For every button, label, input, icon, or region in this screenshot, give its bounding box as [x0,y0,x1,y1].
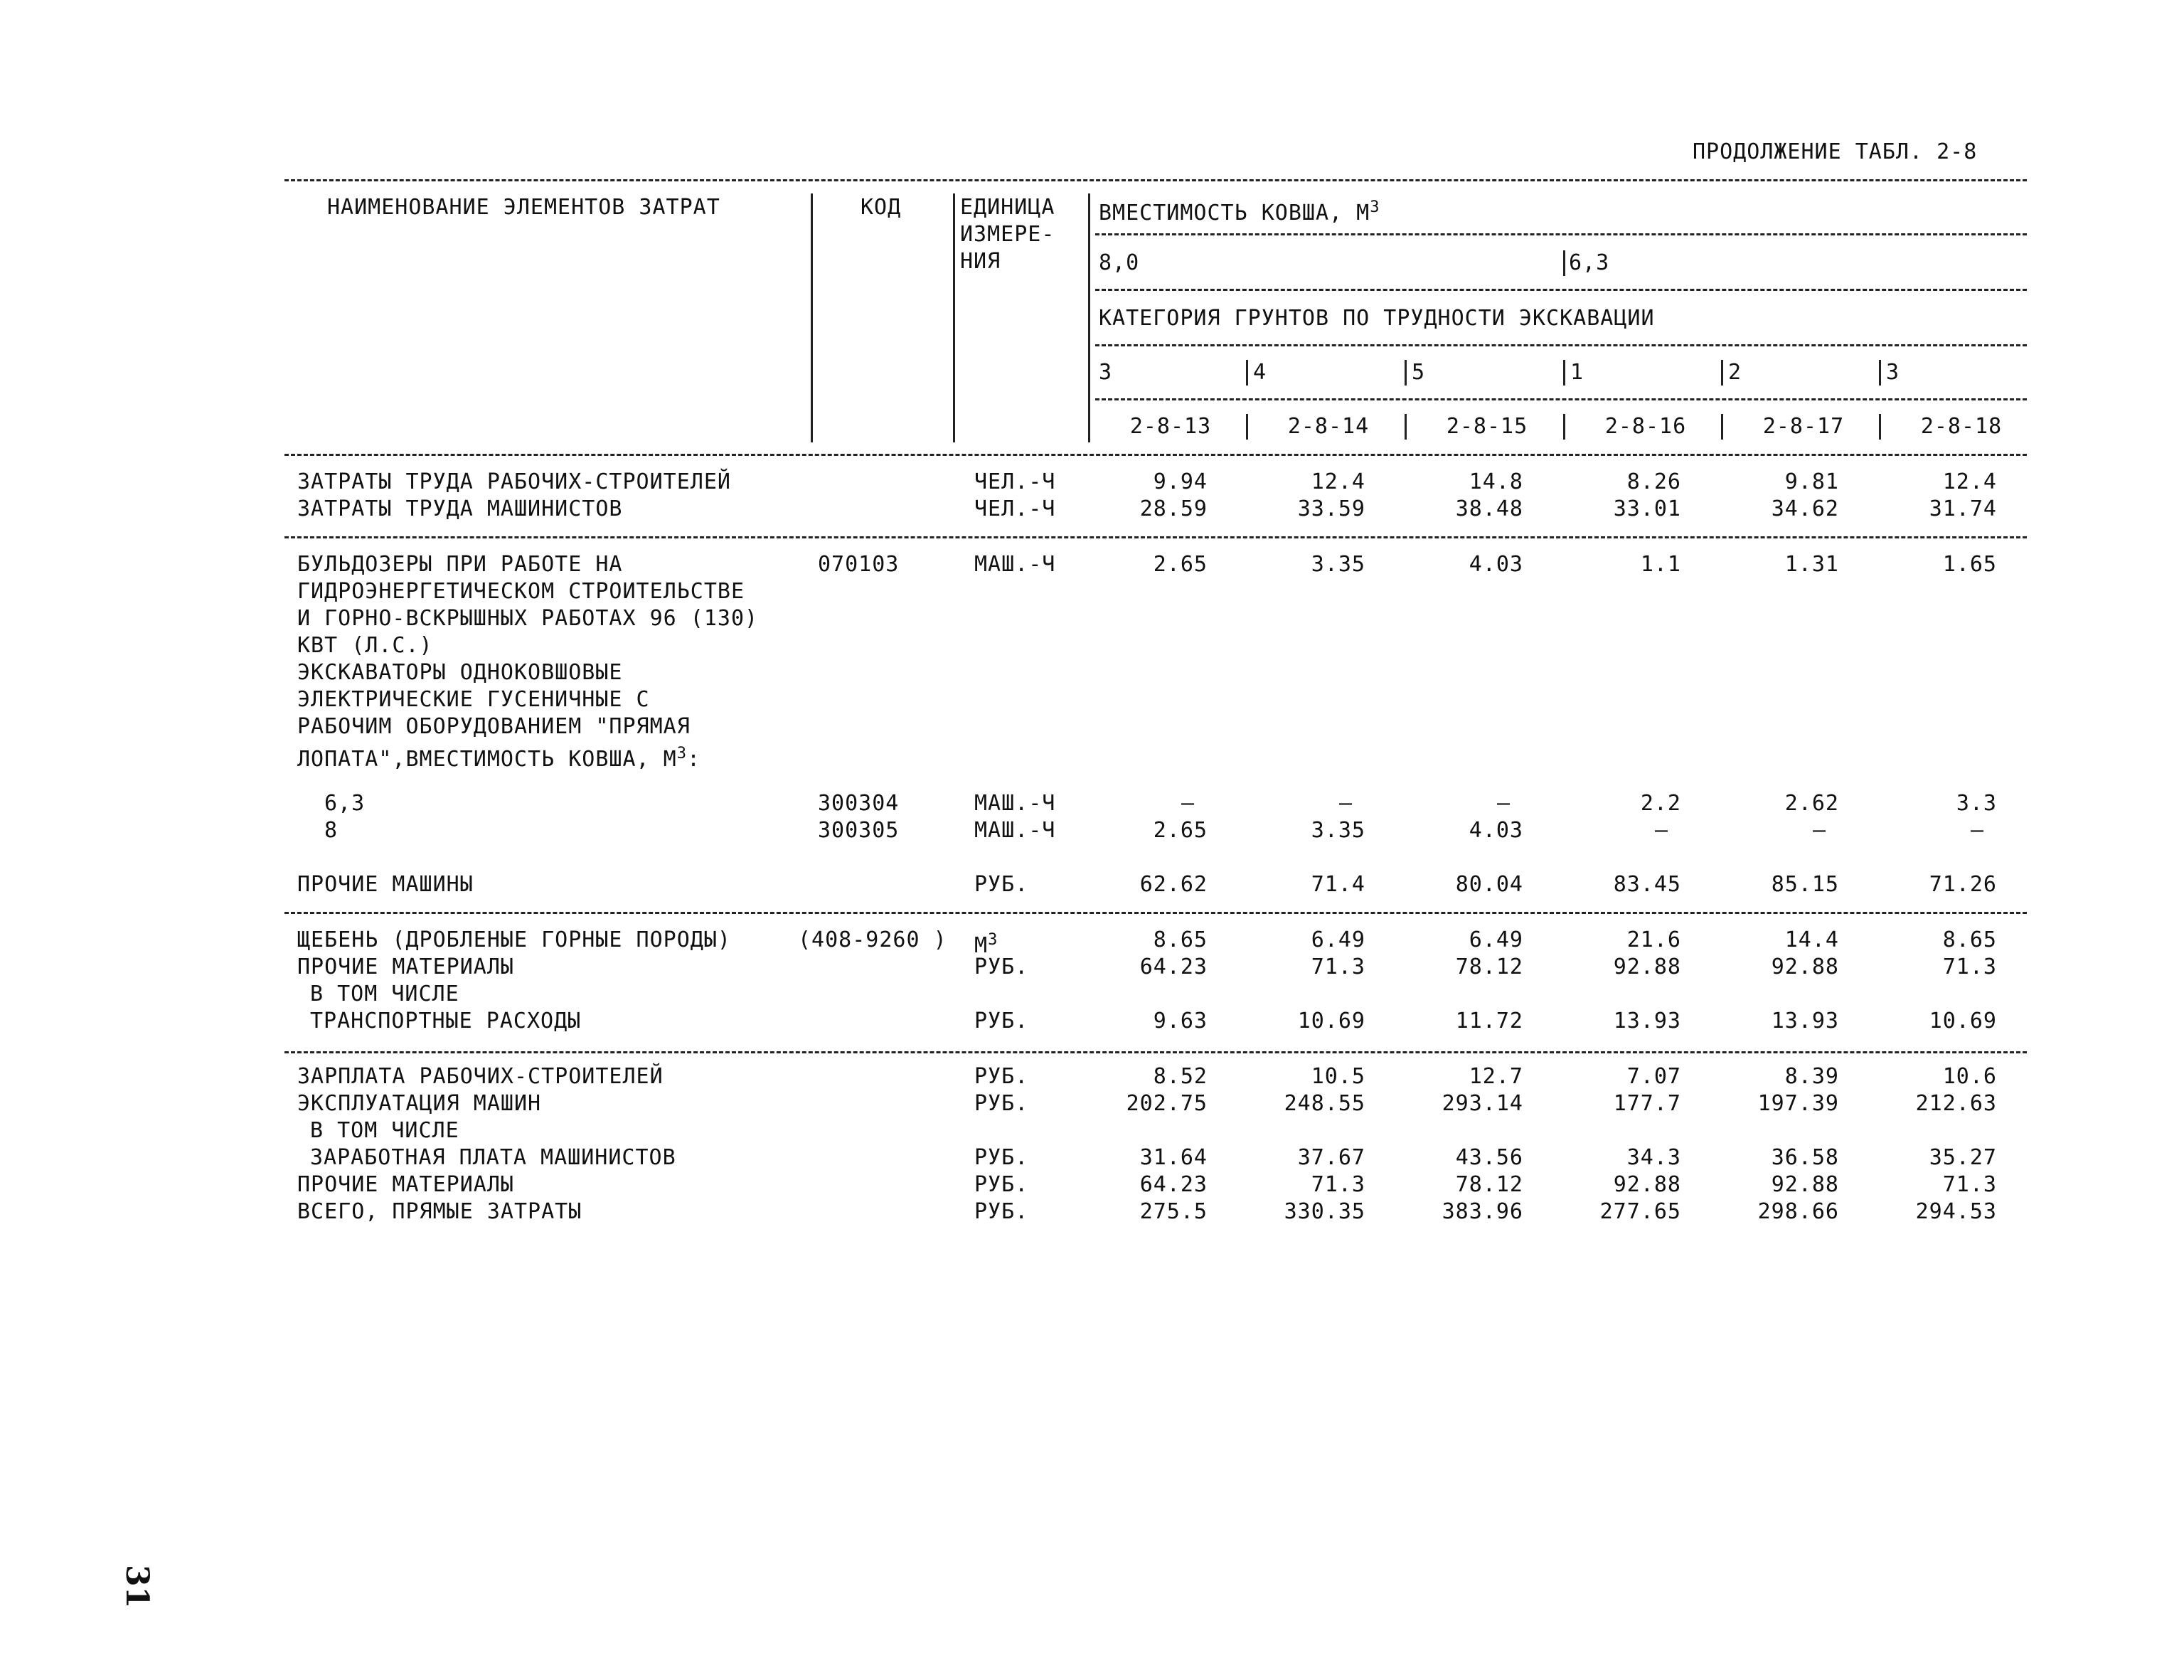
value-4: 277.65 [1599,1199,1681,1224]
row-name: 6,3 [324,791,366,816]
row-name: 8 [324,818,339,843]
vbar-c6 [1879,360,1881,386]
header-category: КАТЕГОРИЯ ГРУНТОВ ПО ТРУДНОСТИ ЭКСКАВАЦИИ [1099,306,1655,331]
row-unit: ЧЕЛ.-Ч [974,469,1056,494]
excavator-line-1: ЭКСКАВАТОРЫ ОДНОКОВШОВЫЕ [297,660,623,685]
value-5: 92.88 [1771,955,1839,979]
row-unit: РУБ. [974,1009,1029,1033]
value-6: 71.3 [1942,955,1997,979]
header-code: КОД [861,195,902,220]
value-6: 212.63 [1915,1091,1997,1116]
vbar-name [811,193,813,442]
vbar-k2 [1246,414,1248,440]
header-unit-2: ИЗМЕРЕ- [960,222,1055,247]
header-capacity: ВМЕСТИМОСТЬ КОВША, $М^3$ [1099,198,1380,225]
value-3: 78.12 [1455,1172,1523,1197]
vbar-unit [1088,193,1090,442]
value-5: 1.31 [1784,552,1839,577]
row-name: ПРОЧИЕ МАТЕРИАЛЫ [297,955,514,979]
row-unit: ЧЕЛ.-Ч [974,496,1056,521]
value-3: 4.03 [1469,552,1523,577]
value-4: 13.93 [1613,1009,1681,1033]
value-3: 38.48 [1455,496,1523,521]
value-2: 71.3 [1311,1172,1365,1197]
cat-1: 3 [1099,360,1113,385]
value-4: 92.88 [1613,1172,1681,1197]
rule-cap [1095,233,2027,235]
vbar-k3 [1405,414,1407,440]
value-6: 71.3 [1942,1172,1997,1197]
value-4: 33.01 [1613,496,1681,521]
value-1: 64.23 [1139,1172,1208,1197]
value-5: – [1812,818,1826,843]
value-1: 64.23 [1139,955,1208,979]
rule-cat [1095,344,2027,346]
value-1: 8.52 [1153,1064,1208,1089]
value-5: 8.39 [1784,1064,1839,1089]
value-1: 9.94 [1153,469,1208,494]
value-3: 4.03 [1469,818,1523,843]
excavator-line-3: РАБОЧИМ ОБОРУДОВАНИЕМ "ПРЯМАЯ [297,714,691,739]
value-1: 8.65 [1153,927,1208,952]
vbar-c2 [1246,360,1248,386]
vbar-k4 [1563,414,1565,440]
value-6: 10.69 [1929,1009,1997,1033]
value-1: 9.63 [1153,1009,1208,1033]
vbar-c5 [1721,360,1723,386]
excavator-line-4: ЛОПАТА",ВМЕСТИМОСТЬ КОВША, $М^3$: [297,745,701,772]
excavator-line-2: ЭЛЕКТРИЧЕСКИЕ ГУСЕНИЧНЫЕ С [297,687,650,712]
value-2: 71.4 [1311,872,1365,897]
including-label-2: В ТОМ ЧИСЛЕ [310,1118,459,1143]
code-2: 2-8-14 [1287,414,1370,439]
value-1: – [1181,791,1195,816]
value-6: 35.27 [1929,1145,1997,1170]
vbar-k1 [1088,414,1090,440]
value-3: 80.04 [1455,872,1523,897]
vbar-cap-b [1563,250,1565,276]
row-unit: РУБ. [974,1064,1029,1089]
value-6: 12.4 [1942,469,1997,494]
unit-superscript: 3 [988,931,998,949]
row-unit: МАШ.-Ч [974,818,1056,843]
value-5: 92.88 [1771,1172,1839,1197]
vbar-k5 [1721,414,1723,440]
value-6: 8.65 [1942,927,1997,952]
vbar-code [953,193,955,442]
value-4: 83.45 [1613,872,1681,897]
value-3: 6.49 [1469,927,1523,952]
row-unit: МАШ.-Ч [974,791,1056,816]
value-3: 11.72 [1455,1009,1523,1033]
value-5: 14.4 [1784,927,1839,952]
value-2: 3.35 [1311,552,1365,577]
row-unit: РУБ. [974,1091,1029,1116]
value-2: 3.35 [1311,818,1365,843]
vbar-c4 [1563,360,1565,386]
value-6: 10.6 [1942,1064,1997,1089]
cat-5: 2 [1728,360,1742,385]
rule-s2 [284,912,2027,914]
including-label: В ТОМ ЧИСЛЕ [310,982,459,1006]
value-4: 177.7 [1613,1091,1681,1116]
value-1: 2.65 [1153,818,1208,843]
row-unit: РУБ. [974,955,1029,979]
vbar-c3 [1405,360,1407,386]
code-6: 2-8-18 [1920,414,2003,439]
value-1: 202.75 [1126,1091,1208,1116]
rule-header-bottom [284,454,2027,456]
value-6: 1.65 [1942,552,1997,577]
row-unit: РУБ. [974,1199,1029,1224]
header-unit-3: НИЯ [960,249,1001,274]
cat-3: 5 [1412,360,1426,385]
value-6: 31.74 [1929,496,1997,521]
value-2: 12.4 [1311,469,1365,494]
value-5: 197.39 [1757,1091,1839,1116]
value-3: 383.96 [1442,1199,1523,1224]
value-2: 33.59 [1297,496,1365,521]
value-1: 31.64 [1139,1145,1208,1170]
vbar-k6 [1879,414,1881,440]
value-3: 78.12 [1455,955,1523,979]
value-4: 8.26 [1626,469,1681,494]
row-name: ТРАНСПОРТНЫЕ РАСХОДЫ [310,1009,582,1033]
value-4: 7.07 [1626,1064,1681,1089]
value-2: 71.3 [1311,955,1365,979]
rule-cap2 [1095,289,2027,291]
rule-cat2 [1095,398,2027,400]
row-code: 300304 [818,791,900,816]
cat-4: 1 [1570,360,1584,385]
value-4: 21.6 [1626,927,1681,952]
cat-6: 3 [1886,360,1900,385]
rule-s1 [284,536,2027,538]
value-5: 2.62 [1784,791,1839,816]
rule-s3 [284,1051,2027,1053]
value-2: 37.67 [1297,1145,1365,1170]
bulldozer-line-1: БУЛЬДОЗЕРЫ ПРИ РАБОТЕ НА [297,552,623,577]
row-unit: РУБ. [974,1172,1029,1197]
code-1: 2-8-13 [1129,414,1212,439]
row-unit: $М^3$ [974,931,998,958]
header-name: НАИМЕНОВАНИЕ ЭЛЕМЕНТОВ ЗАТРАТ [327,195,720,220]
row-name: ЩЕБЕНЬ (ДРОБЛЕНЫЕ ГОРНЫЕ ПОРОДЫ) [297,927,731,952]
value-2: 6.49 [1311,927,1365,952]
row-name: ЗАТРАТЫ ТРУДА МАШИНИСТОВ [297,496,623,521]
bulldozer-line-4: КВТ (Л.С.) [297,633,433,658]
value-5: 36.58 [1771,1145,1839,1170]
value-3: 43.56 [1455,1145,1523,1170]
value-5: 9.81 [1784,469,1839,494]
value-1: 28.59 [1139,496,1208,521]
value-2: – [1338,791,1353,816]
value-4: 92.88 [1613,955,1681,979]
header-unit-1: ЕДИНИЦА [960,195,1055,220]
value-2: 10.69 [1297,1009,1365,1033]
value-5: 13.93 [1771,1009,1839,1033]
value-2: 248.55 [1284,1091,1365,1116]
excavator-superscript: 3 [676,745,687,762]
row-name: ЭКСПЛУАТАЦИЯ МАШИН [297,1091,542,1116]
row-name: ЗАРАБОТНАЯ ПЛАТА МАШИНИСТОВ [310,1145,676,1170]
value-5: 34.62 [1771,496,1839,521]
value-1: 62.62 [1139,872,1208,897]
value-2: 10.5 [1311,1064,1365,1089]
capacity-superscript: 3 [1370,198,1380,216]
row-name: ЗАРПЛАТА РАБОЧИХ-СТРОИТЕЛЕЙ [297,1064,664,1089]
code-5: 2-8-17 [1762,414,1845,439]
value-5: 298.66 [1757,1199,1839,1224]
row-code: (408-9260 ) [798,927,947,952]
bulldozer-line-2: ГИДРОЭНЕРГЕТИЧЕСКОМ СТРОИТЕЛЬСТВЕ [297,579,745,604]
value-3: 12.7 [1469,1064,1523,1089]
row-name: ЗАТРАТЫ ТРУДА РАБОЧИХ-СТРОИТЕЛЕЙ [297,469,731,494]
row-name: ПРОЧИЕ МАТЕРИАЛЫ [297,1172,514,1197]
rule-top [284,179,2027,181]
value-3: 14.8 [1469,469,1523,494]
bulldozer-line-3: И ГОРНО-ВСКРЫШНЫХ РАБОТАХ 96 (130) [297,606,759,631]
page-number: 31 [119,1565,155,1609]
value-4: 2.2 [1640,791,1681,816]
value-1: 275.5 [1139,1199,1208,1224]
value-4: 34.3 [1626,1145,1681,1170]
code-4: 2-8-16 [1604,414,1687,439]
row-unit: РУБ. [974,872,1029,897]
header-cap-b: 6,3 [1569,250,1610,275]
code-3: 2-8-15 [1446,414,1528,439]
value-5: 85.15 [1771,872,1839,897]
continuation-title: ПРОДОЛЖЕНИЕ ТАБЛ. 2-8 [1693,139,1978,164]
value-3: – [1496,791,1511,816]
header-cap-a: 8,0 [1099,250,1140,275]
row-name: ПРОЧИЕ МАШИНЫ [297,872,474,897]
row-code: 300305 [818,818,900,843]
row-unit: МАШ.-Ч [974,552,1056,577]
value-6: 71.26 [1929,872,1997,897]
cat-2: 4 [1253,360,1267,385]
value-2: 330.35 [1284,1199,1365,1224]
row-unit: РУБ. [974,1145,1029,1170]
value-6: – [1970,818,1984,843]
value-4: – [1654,818,1668,843]
value-3: 293.14 [1442,1091,1523,1116]
value-4: 1.1 [1640,552,1681,577]
value-6: 294.53 [1915,1199,1997,1224]
row-name: ВСЕГО, ПРЯМЫЕ ЗАТРАТЫ [297,1199,582,1224]
row-code: 070103 [818,552,900,577]
value-1: 2.65 [1153,552,1208,577]
value-6: 3.3 [1956,791,1997,816]
